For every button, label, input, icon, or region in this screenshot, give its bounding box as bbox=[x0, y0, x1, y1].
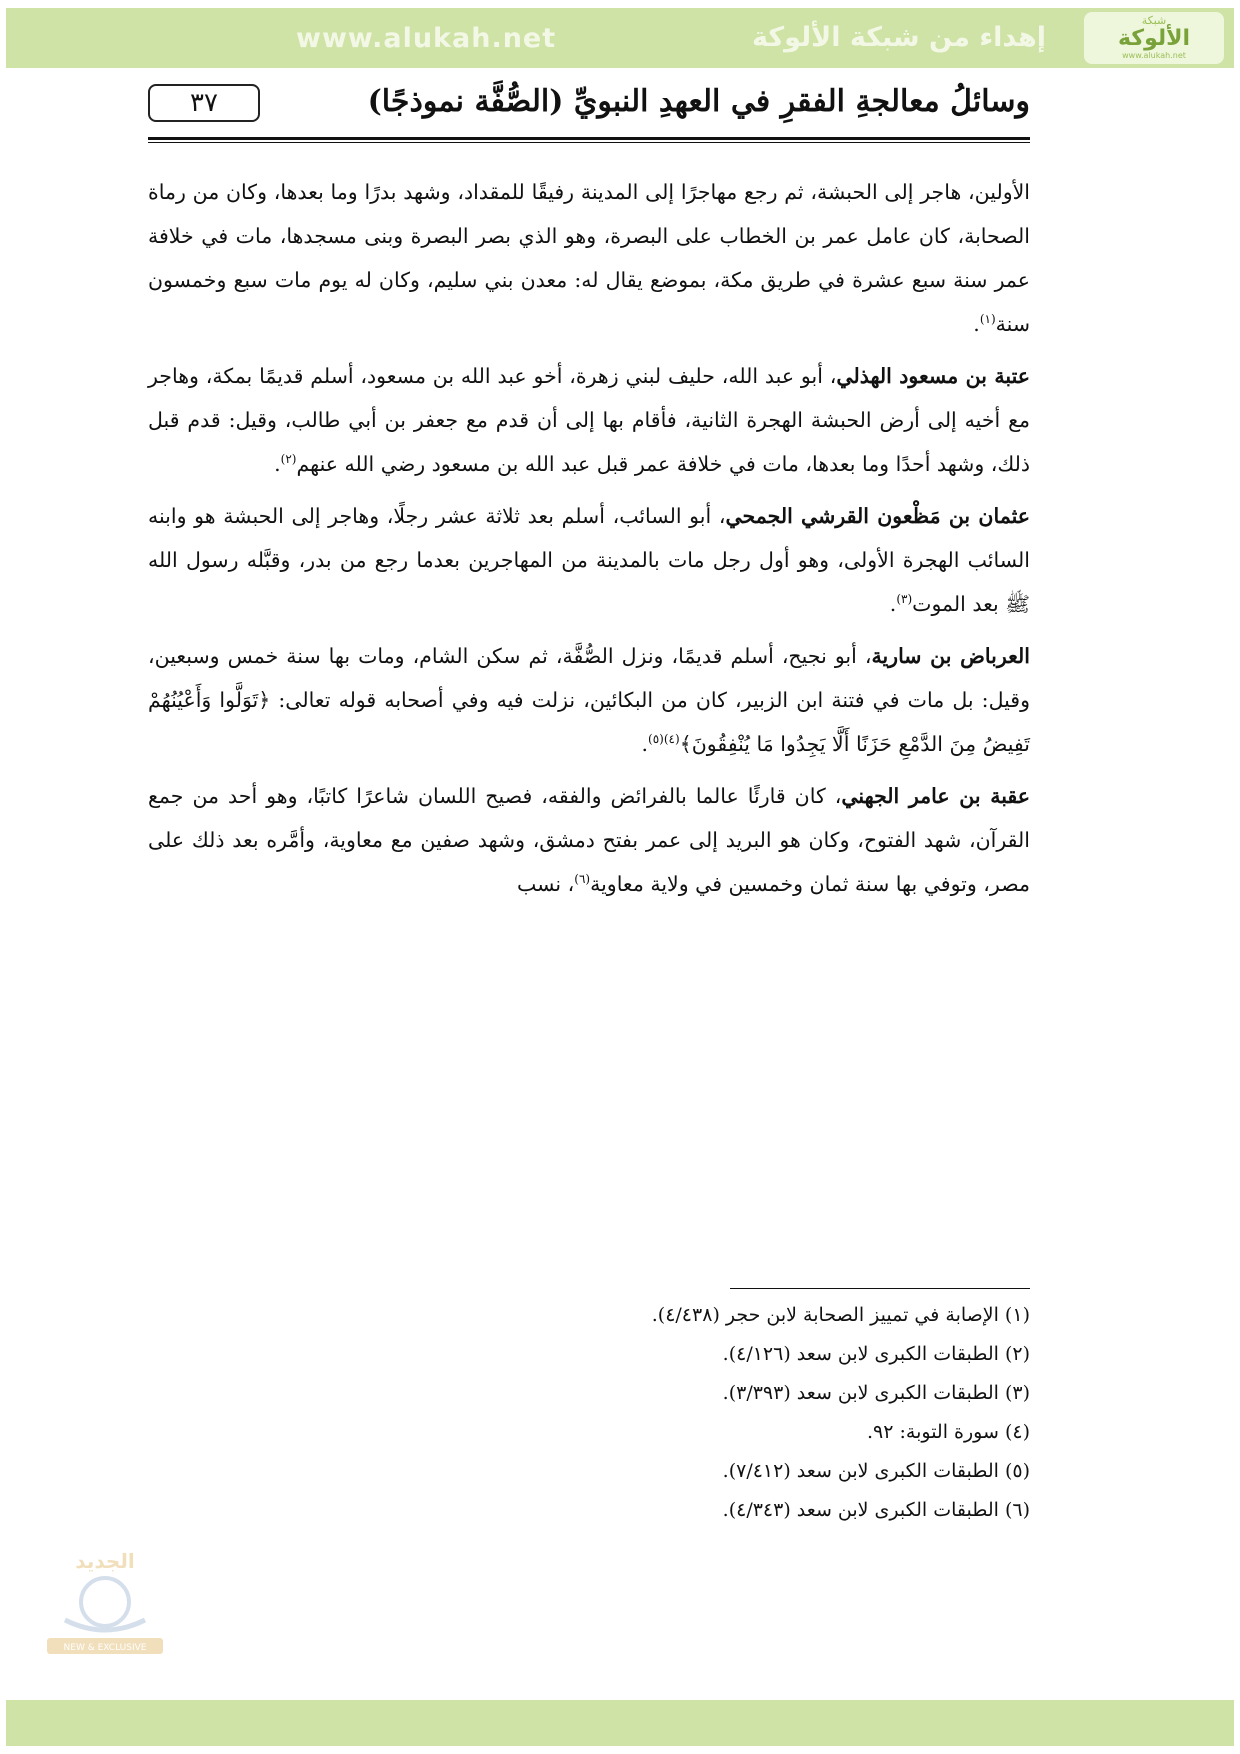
footnote-item: (٤) سورة التوبة: ٩٢. bbox=[867, 1421, 1030, 1443]
logo-url-text: www.alukah.net bbox=[1122, 51, 1186, 60]
companion-name: عتبة بن مسعود الهذلي bbox=[836, 364, 1030, 388]
footnote-ref[interactable]: (٣) bbox=[896, 592, 913, 607]
site-url[interactable]: www.alukah.net bbox=[296, 23, 557, 54]
paragraph bbox=[148, 354, 1030, 486]
paragraph-text: ، أبو السائب، أسلم بعد ثلاثة عشر رجلًا، وهاجر إلى الحبشة هو وابنه السائب الهجرة الأولى، وهو أول رجل مات بالمدينة من المهاجرين بعدما رجع من بدر، وقبَّله رسول الله ﷺ بعد الموت bbox=[148, 504, 1030, 616]
paragraph-end: . bbox=[274, 452, 281, 476]
logo-top-text: شبكة bbox=[1141, 14, 1167, 27]
top-banner bbox=[6, 8, 1234, 68]
footnote-item: (٦) الطبقات الكبرى لابن سعد (٤/٣٤٣). bbox=[722, 1499, 1030, 1521]
logo-main-text: الألوكة bbox=[1117, 26, 1191, 51]
header-rule-thin bbox=[148, 142, 1030, 143]
paragraph-text: ، كان قارئًا عالما بالفرائض والفقه، فصيح اللسان شاعرًا كاتبًا، وهو أحد من جمع القرآن، شهد الفتوح، وكان هو البريد إلى عمر بفتح دمشق، وشهد صفين مع معاوية، وأمَّره بعد ذلك على مصر، وتوفي بها سنة ثمان وخمسين في ولاية معاوية bbox=[148, 784, 1030, 896]
paragraph-text: الأولين، هاجر إلى الحبشة، ثم رجع مهاجرًا إلى المدينة رفيقًا للمقداد، وشهد بدرًا وما بعدها، وكان من رماة الصحابة، كان عامل عمر بن الخطاب على البصرة، وهو الذي بصر البصرة وبنى مسجدها، مات في خلافة عمر سنة سبع عشرة في طريق مكة، بموضع يقال له: معدن بني سليم، وكان له يوم مات سبع وخمسون سنة bbox=[148, 180, 1030, 336]
paragraph-text: ، أبو عبد الله، حليف لبني زهرة، أخو عبد الله بن مسعود، أسلم قديمًا بمكة، وهاجر مع أخيه إلى أرض الحبشة الهجرة الثانية، فأقام بها إلى أن قدم مع جعفر بن أبي طالب، وقيل: قدم قبل ذلك، وشهد أحدًا وما بعدها، مات في خلافة عمر قبل عبد الله بن مسعود رضي الله عنهم bbox=[148, 364, 1030, 476]
footnote-ref[interactable]: (٦) bbox=[574, 872, 591, 887]
footnote-item: (٣) الطبقات الكبرى لابن سعد (٣/٣٩٣). bbox=[722, 1382, 1030, 1404]
paragraph-end: ، نسب bbox=[517, 872, 575, 896]
alukah-logo bbox=[1084, 12, 1224, 64]
gift-text: إهداء من شبكة الألوكة bbox=[752, 22, 1046, 53]
paragraph-text: ، أبو نجيح، أسلم قديمًا، ونزل الصُّفَّة، ثم سكن الشام، ومات بها سنة خمس وسبعين، وقيل: بل مات في فتنة ابن الزبير، كان من البكائين، نزلت فيه وفي أصحابه قوله تعالى: ﴿تَوَلَّوا وَأَعْيُنُهُمْ تَفِيضُ مِنَ الدَّمْعِ حَزَنًا أَلَّا يَجِدُوا مَا يُنْفِقُونَ﴾ bbox=[148, 644, 1030, 756]
companion-name: عقبة بن عامر الجهني bbox=[841, 784, 1031, 808]
footnote-item: (٢) الطبقات الكبرى لابن سعد (٤/١٢٦). bbox=[722, 1343, 1030, 1365]
new-exclusive-stamp bbox=[35, 1540, 175, 1660]
paragraph-end: . bbox=[641, 732, 649, 756]
paragraph bbox=[148, 170, 1030, 346]
footnote-ref[interactable]: (٤)(٥) bbox=[648, 732, 680, 747]
paragraph-end: . bbox=[973, 312, 980, 336]
body-text bbox=[148, 170, 1030, 914]
footnote-separator bbox=[730, 1288, 1030, 1289]
footnotes bbox=[148, 1296, 1030, 1530]
footnote-ref[interactable]: (١) bbox=[979, 312, 996, 327]
footnote-item: (١) الإصابة في تمييز الصحابة لابن حجر (٤/٤٣٨). bbox=[651, 1304, 1030, 1326]
companion-name: عثمان بن مَظْعون القرشي الجمحي bbox=[725, 504, 1030, 528]
paragraph bbox=[148, 494, 1030, 626]
page-number: ٣٧ bbox=[148, 84, 260, 122]
companion-name: العرباض بن سارية bbox=[871, 644, 1030, 668]
paragraph bbox=[148, 774, 1030, 906]
paragraph-end: . bbox=[889, 592, 897, 616]
stamp-top-text: الجديد bbox=[75, 1549, 135, 1573]
stamp-bottom-text: NEW & EXCLUSIVE bbox=[63, 1643, 147, 1653]
header-rule-thick bbox=[148, 137, 1030, 140]
paragraph bbox=[148, 634, 1030, 766]
footnote-item: (٥) الطبقات الكبرى لابن سعد (٧/٤١٢). bbox=[722, 1460, 1030, 1482]
running-header-title: وسائلُ معالجةِ الفقرِ في العهدِ النبويِّ (الصُّفَّة نموذجًا) bbox=[367, 84, 1030, 119]
bottom-banner bbox=[6, 1700, 1234, 1746]
footnote-ref[interactable]: (٢) bbox=[280, 452, 297, 467]
